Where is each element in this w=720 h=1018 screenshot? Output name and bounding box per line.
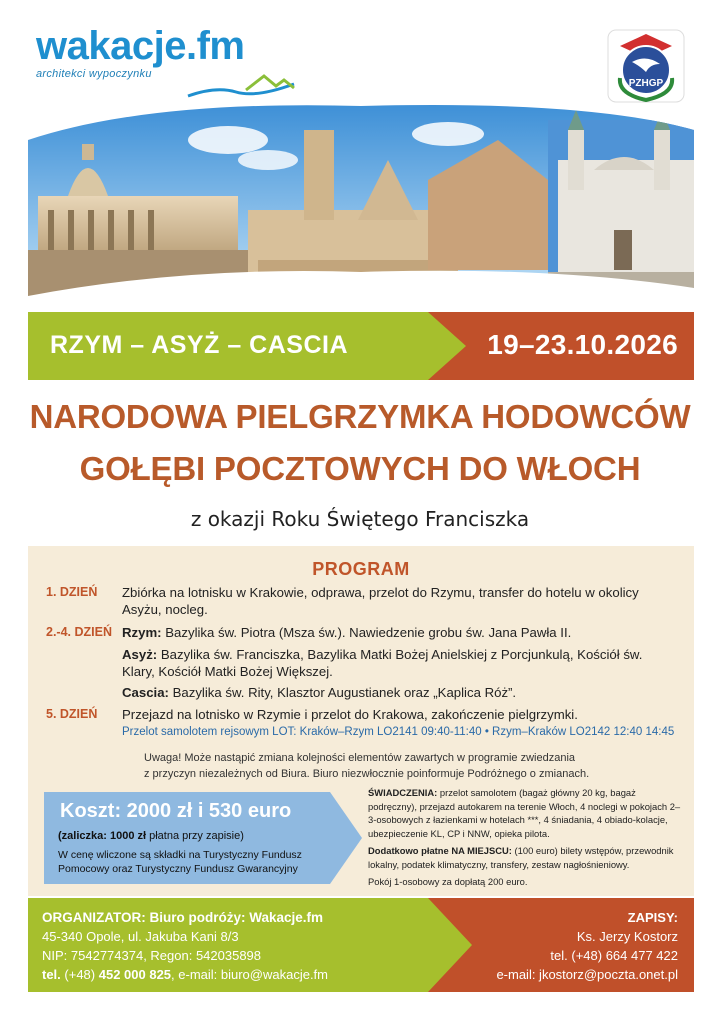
route-bar <box>28 312 694 380</box>
trip-dates: 19–23.10.2026 <box>487 329 678 360</box>
services-section <box>368 786 686 893</box>
signup-email[interactable]: e-mail: jkostorz@poczta.onet.pl <box>496 967 678 982</box>
logo-fm-text: .fm <box>185 24 245 68</box>
day-2-4-label: 2.-4. DZIEŃ <box>46 625 112 639</box>
main-title-line1: NARODOWA PIELGRZYMKA HODOWCÓW <box>29 398 691 435</box>
organizer-nip: NIP: 7542774374, Regon: 542035898 <box>42 948 262 963</box>
emblem-text: PZHGP <box>628 78 664 89</box>
organizer-title: ORGANIZATOR: Biuro podróży: Wakacje.fm <box>42 910 324 925</box>
cost-info: W cenę wliczone są składki na Turystyczny Fundusz Pomocowy oraz Turystyczny Fundusz Gwarancyjny <box>58 849 302 875</box>
organizer-email[interactable]: , e-mail: biuro@wakacje.fm <box>171 967 328 982</box>
assisi-text: Bazylika św. Franciszka, Bazylika Matki Bożej Anielskiej z Porcjunkulą, Kościół św. Klary, Kościół Matki Bożej Większej. <box>122 647 643 679</box>
services-extra: Dodatkowo płatne NA MIEJSCU: (100 euro) bilety wstępów, przewodnik lokalny, podatek klimatyczny, transfery, zestaw nagłośnieniowy. <box>368 845 674 870</box>
signup-title: ZAPISY: <box>627 910 678 925</box>
cost-box <box>44 792 364 884</box>
day-1-label: 1. DZIEŃ <box>46 585 98 599</box>
signup-phone[interactable]: tel. (+48) 664 477 422 <box>550 948 678 963</box>
logo-main-text: wakacje <box>36 24 186 68</box>
organizer-info <box>42 908 328 984</box>
photo-banner <box>28 100 694 300</box>
cascia-text: Bazylika św. Rity, Klasztor Augustianek oraz „Kaplica Róż”. <box>172 685 517 700</box>
organizer-phone[interactable]: 452 000 825 <box>98 967 172 982</box>
main-title-line2: GOŁĘBI POCZTOWYCH DO WŁOCH <box>79 450 641 487</box>
assisi-label: Asyż: <box>122 647 158 662</box>
rome-text: Bazylika św. Piotra (Msza św.). Nawiedzenie grobu św. Jana Pawła II. <box>165 625 572 640</box>
route-cities: RZYM – ASYŻ – CASCIA <box>50 331 349 359</box>
rome-label: Rzym: <box>122 625 162 640</box>
signup-name: Ks. Jerzy Kostorz <box>576 929 678 944</box>
day-1-text: Zbiórka na lotnisku w Krakowie, odprawa, przelot do Rzymu, transfer do hotelu w okolicy Asyżu, nocleg. <box>122 585 639 617</box>
day-5-label: 5. DZIEŃ <box>46 707 98 721</box>
cost-title: Koszt: 2000 zł i 530 euro <box>60 800 292 822</box>
organizer-address: 45-340 Opole, ul. Jakuba Kani 8/3 <box>42 929 239 944</box>
program-note <box>144 750 614 782</box>
day-5-text: Przejazd na lotnisko w Rzymie i przelot do Krakowa, zakończenie pielgrzymki. <box>122 707 578 722</box>
subtitle: z okazji Roku Świętego Franciszka <box>190 507 530 531</box>
organizer-contact: tel. (+48) 452 000 825, e-mail: biuro@wakacje.fm <box>42 967 328 982</box>
logo-tagline: architekci wypoczynku <box>36 68 152 80</box>
cost-deposit: (zaliczka: 1000 zł płatna przy zapisie) <box>58 830 244 842</box>
pzhgp-emblem <box>606 28 686 104</box>
services-included: ŚWIADCZENIA: przelot samolotem (bagaż główny 20 kg, bagaż podręczny), przejazd autokarem na terenie Włoch, 4 noclegi w pokojach 2–3-osobowych z łazienkami w hotelach ***, 4 śniadania, 4 obiado-kolacje, ubezpieczenie KL, CP i NNW, opieka pilota. <box>368 787 681 839</box>
services-single-room: Pokój 1-osobowy za dopłatą 200 euro. <box>368 876 528 887</box>
signup-info <box>496 908 678 984</box>
brand-logo <box>36 26 296 96</box>
note-line-1: Uwaga! Może nastąpić zmiana kolejności elementów zawartych w programie zwiedzania <box>144 752 576 764</box>
cascia-label: Cascia: <box>122 685 169 700</box>
flight-info: Przelot samolotem rejsowym LOT: Kraków–Rzym LO2141 09:40-11:40 • Rzym–Kraków LO2142 12:40 14:45 <box>122 726 675 738</box>
footer <box>28 898 694 992</box>
mountain-swoosh-icon <box>186 66 296 102</box>
program-heading: PROGRAM <box>312 559 410 579</box>
note-line-2: z przyczyn niezależnych od Biura. Biuro niezwłocznie poinformuje Podróżnego o zmianach. <box>144 768 590 780</box>
